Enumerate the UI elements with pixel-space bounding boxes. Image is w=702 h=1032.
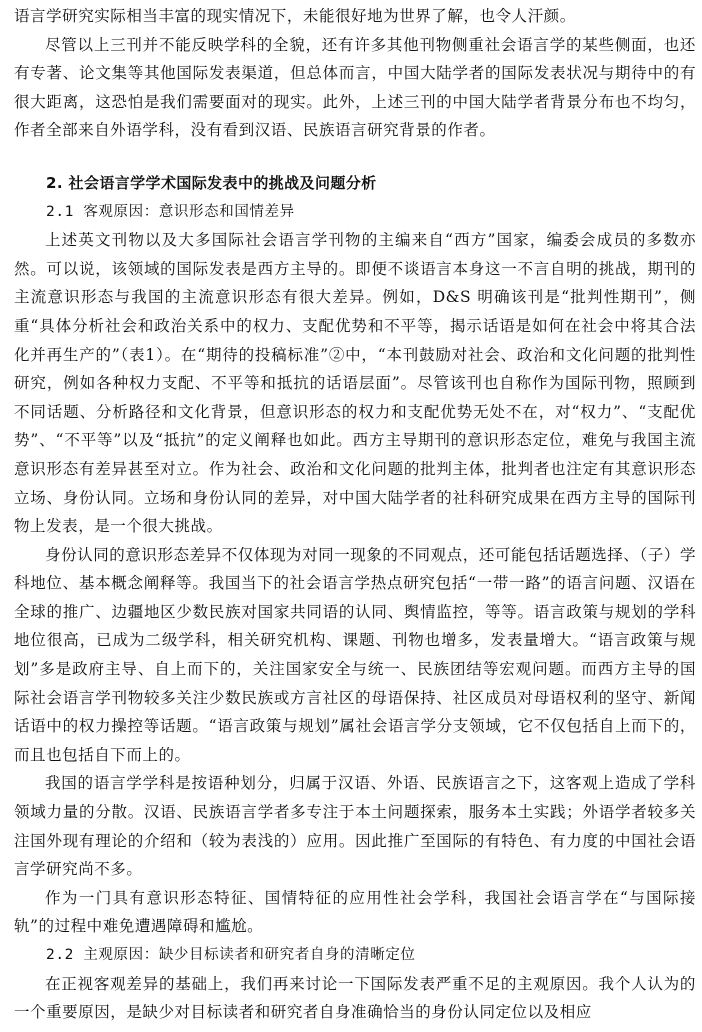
paragraph-3: 上述英文刊物以及大多国际社会语言学刊物的主编来自“西方”国家，编委会成员的多数亦然。可以说，该领域的国际发表是西方主导的。即便不谈语言本身这一不言自明的挑战，期刊的主流意识形态与我国的主流意识形态有很大差异。例如，D&S 明确该刊是“批判性期刊”，侧重“具体分析社会和政治关系中的权力、支配优势和不平等，揭示话语是如何在社会中将其合法化并再生产的”（表1）。在“期待的投稿标准”②中，“本刊鼓励对社会、政治和文化问题的批判性研究，例如各种权力支配、不平等和抵抗的话语层面”。尽管该刊也自称作为国际刊物，照顾到不同话题、分析路径和文化背景，但意识形态的权力和支配优势无处不在，对“权力”、“支配优势”、“不平等”以及“抵抗”的定义阐释也如此。西方主导期刊的意识形态定位，难免与我国主流意识形态有差异甚至对立。作为社会、政治和文化问题的批判主体，批判者也注定有其意识形态立场、身份认同。立场和身份认同的差异，对中国大陆学者的社科研究成果在西方主导的国际刊物上发表，是一个很大挑战。 <box>14 231 696 536</box>
paragraph-5: 我国的语言学学科是按语种划分，归属于汉语、外语、民族语言之下，这客观上造成了学科领域力量的分散。汉语、民族语言学者多专注于本土问题探索，服务本土实践；外语学者较多关注国外现有理论的介绍和（较为表浅的）应用。因此推广至国际的有特色、有力度的中国社会语言学研究尚不多。 <box>14 774 696 879</box>
paragraph-6: 作为一门具有意识形态特征、国情特征的应用性社会学科，我国社会语言学在“与国际接轨”的过程中难免遭遇障碍和尴尬。 <box>14 888 696 936</box>
subsection-heading-2-2: 2.2 主观原因：缺少目标读者和研究者自身的清晰定位 <box>46 947 416 963</box>
paragraph-1: 语言学研究实际相当丰富的现实情况下，未能很好地为世界了解，也令人汗颜。 <box>14 7 576 25</box>
paragraph-7: 在正视客观差异的基础上，我们再来讨论一下国际发表严重不足的主观原因。我个人认为的一个重要原因，是缺少对目标读者和研究者自身准确恰当的身份认同定位以及相应 <box>14 974 696 1022</box>
paragraph-2: 尽管以上三刊并不能反映学科的全貌，还有许多其他刊物侧重社会语言学的某些侧面，也还有专著、论文集等其他国际发表渠道，但总体而言，中国大陆学者的国际发表状况与期待中的有很大距离，这恐怕是我们需要面对的现实。此外，上述三刊的中国大陆学者背景分布也不均匀，作者全部来自外语学科，没有看到汉语、民族语言研究背景的作者。 <box>14 35 696 140</box>
subsection-heading-2-1: 2.1 客观原因：意识形态和国情差异 <box>46 203 295 220</box>
section-heading-2: 2. 社会语言学学术国际发表中的挑战及问题分析 <box>46 173 377 192</box>
section-spacer <box>14 145 696 169</box>
paragraph-4: 身份认同的意识形态差异不仅体现为对同一现象的不同观点，还可能包括话题选择、（子）学科地位、基本概念阐释等。我国当下的社会语言学热点研究包括“一带一路”的语言问题、汉语在全球的推广、边疆地区少数民族对国家共同语的认同、舆情监控，等等。语言政策与规划的学科地位很高，已成为二级学科，相关研究机构、课题、刊物也增多，发表量增大。“语言政策与规划”多是政府主导、自上而下的，关注国家安全与统一、民族团结等宏观问题。而西方主导的国际社会语言学刊物较多关注少数民族或方言社区的母语保持、社区成员对母语权利的坚守、新闻话语中的权力操控等话题。“语言政策与规划”属社会语言学分支领域，它不仅包括自上而下的，而且也包括自下而上的。 <box>14 545 696 764</box>
